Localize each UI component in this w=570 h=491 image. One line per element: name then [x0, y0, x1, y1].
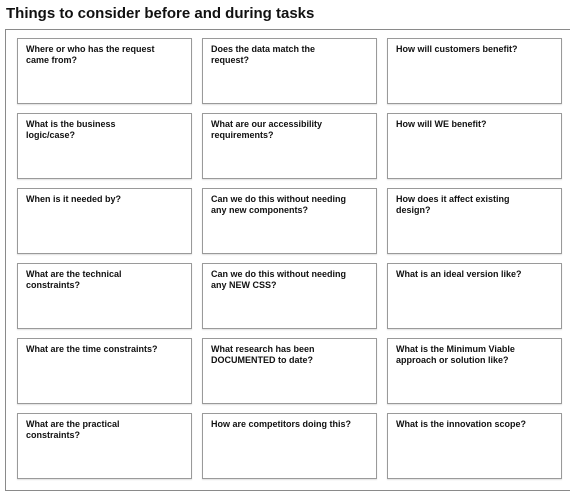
card-question-text: How will customers benefit?: [396, 44, 518, 54]
question-card: [387, 413, 562, 479]
card-question-text: What is the Minimum Viable approach or solution like?: [396, 344, 515, 365]
card-question-text: How are competitors doing this?: [211, 419, 352, 429]
question-card: [387, 338, 562, 404]
question-card: [17, 413, 192, 479]
card-question-text: How does it affect existing design?: [396, 194, 510, 215]
card-question-text: Does the data match the request?: [211, 44, 316, 65]
card-question-text: What is an ideal version like?: [396, 269, 522, 279]
question-card: [202, 263, 377, 329]
question-card: [202, 338, 377, 404]
card-question-text: What are our accessibility requirements?: [211, 119, 323, 140]
page-title: Things to consider before and during tasks: [6, 5, 315, 22]
question-card: [387, 263, 562, 329]
question-card: [387, 188, 562, 254]
card-question-text: Can we do this without needing any NEW CSS?: [211, 269, 346, 290]
question-card: [17, 338, 192, 404]
question-card: [387, 38, 562, 104]
card-question-text: What are the technical constraints?: [26, 269, 122, 290]
card-question-text: What is the business logic/case?: [26, 119, 116, 140]
card-question-text: Where or who has the request came from?: [26, 44, 155, 65]
card-question-text: When is it needed by?: [26, 194, 122, 204]
question-card: [17, 188, 192, 254]
canvas-frame: [5, 29, 570, 491]
card-question-text: What research has been DOCUMENTED to date?: [211, 344, 315, 365]
card-grid: [17, 38, 562, 479]
question-card: [202, 188, 377, 254]
question-card: [202, 113, 377, 179]
card-question-text: What are the time constraints?: [26, 344, 158, 354]
card-question-text: What is the innovation scope?: [396, 419, 527, 429]
question-card: [202, 413, 377, 479]
question-card: [202, 38, 377, 104]
question-card: [17, 113, 192, 179]
card-question-text: How will WE benefit?: [396, 119, 487, 129]
question-card: [17, 263, 192, 329]
card-question-text: What are the practical constraints?: [26, 419, 120, 440]
question-card: [17, 38, 192, 104]
question-card: [387, 113, 562, 179]
card-question-text: Can we do this without needing any new components?: [211, 194, 346, 215]
